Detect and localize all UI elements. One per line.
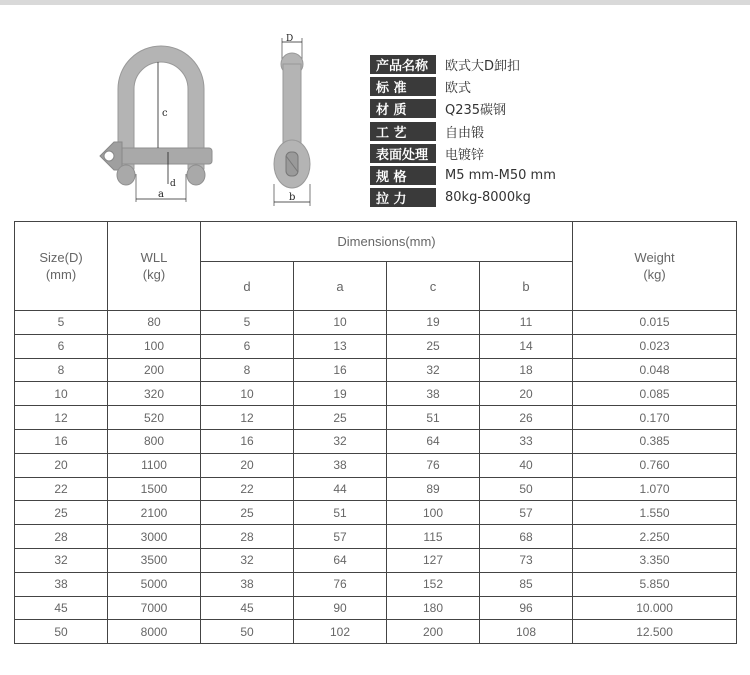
dim-label-D: D — [286, 34, 294, 44]
spec-label: 拉 力 — [370, 188, 436, 207]
table-cell: 19 — [294, 382, 387, 406]
table-cell: 3500 — [108, 548, 201, 572]
table-cell: 50 — [15, 620, 108, 644]
table-cell: 57 — [480, 501, 573, 525]
table-cell: 0.023 — [573, 334, 737, 358]
table-cell: 5 — [201, 311, 294, 335]
table-cell: 16 — [294, 358, 387, 382]
table-row — [15, 406, 737, 430]
table-cell: 6 — [201, 334, 294, 358]
table-cell: 50 — [480, 477, 573, 501]
table-cell: 8 — [201, 358, 294, 382]
spec-value: 80kg-8000kg — [445, 190, 531, 206]
table-cell: 10 — [201, 382, 294, 406]
table-cell: 20 — [15, 453, 108, 477]
table-cell: 8000 — [108, 620, 201, 644]
table-row — [15, 548, 737, 572]
table-cell: 33 — [480, 429, 573, 453]
table-cell: 12 — [201, 406, 294, 430]
dim-label-d: d — [170, 179, 176, 189]
spec-value: 欧式 — [445, 80, 472, 96]
table-cell: 0.048 — [573, 358, 737, 382]
header-dimensions: Dimensions(mm) — [201, 222, 573, 262]
header-size — [15, 222, 108, 311]
table-cell: 32 — [201, 548, 294, 572]
table-cell: 2100 — [108, 501, 201, 525]
spec-row-surface — [370, 142, 590, 164]
header-weight-line1: Weight — [634, 250, 675, 265]
spec-value: 自由锻 — [445, 125, 485, 141]
spec-table — [14, 221, 737, 644]
table-cell: 25 — [387, 334, 480, 358]
table-row — [15, 620, 737, 644]
header-wll — [108, 222, 201, 311]
table-cell: 12 — [15, 406, 108, 430]
spec-label: 材 质 — [370, 99, 436, 118]
spec-label: 表面处理 — [370, 144, 436, 163]
table-row — [15, 358, 737, 382]
table-row — [15, 572, 737, 596]
table-cell: 13 — [294, 334, 387, 358]
table-cell: 45 — [15, 596, 108, 620]
header-a: a — [294, 262, 387, 311]
header-size-line1: Size(D) — [39, 250, 83, 265]
table-cell: 25 — [294, 406, 387, 430]
table-cell: 85 — [480, 572, 573, 596]
table-cell: 51 — [294, 501, 387, 525]
table-cell: 7000 — [108, 596, 201, 620]
table-row — [15, 311, 737, 335]
table-cell: 0.085 — [573, 382, 737, 406]
table-cell: 32 — [387, 358, 480, 382]
table-cell: 20 — [201, 453, 294, 477]
spec-value: M5 mm-M50 mm — [445, 168, 556, 184]
table-cell: 3.350 — [573, 548, 737, 572]
dim-label-a: a — [158, 189, 164, 200]
table-cell: 5 — [15, 311, 108, 335]
table-cell: 90 — [294, 596, 387, 620]
table-cell: 16 — [15, 429, 108, 453]
table-cell: 32 — [294, 429, 387, 453]
table-cell: 22 — [201, 477, 294, 501]
table-cell: 10 — [294, 311, 387, 335]
table-row — [15, 453, 737, 477]
table-cell: 25 — [15, 501, 108, 525]
table-cell: 0.015 — [573, 311, 737, 335]
table-cell: 200 — [108, 358, 201, 382]
table-row — [15, 429, 737, 453]
top-divider — [0, 0, 750, 5]
table-cell: 1500 — [108, 477, 201, 501]
header-c: c — [387, 262, 480, 311]
header-b: b — [480, 262, 573, 311]
table-cell: 200 — [387, 620, 480, 644]
spec-row-tension — [370, 187, 590, 209]
table-cell: 1.550 — [573, 501, 737, 525]
spec-value: Q235碳钢 — [445, 103, 507, 119]
table-cell: 64 — [294, 548, 387, 572]
table-cell: 14 — [480, 334, 573, 358]
table-cell: 51 — [387, 406, 480, 430]
shackle-side-diagram — [262, 34, 322, 209]
header-wll-line2: (kg) — [142, 267, 166, 282]
table-cell: 89 — [387, 477, 480, 501]
table-cell: 1.070 — [573, 477, 737, 501]
table-cell: 11 — [480, 311, 573, 335]
spec-label: 标 准 — [370, 77, 436, 96]
dim-label-b: b — [289, 192, 296, 203]
table-cell: 115 — [387, 525, 480, 549]
table-cell: 44 — [294, 477, 387, 501]
table-cell: 180 — [387, 596, 480, 620]
table-body — [15, 311, 737, 644]
table-cell: 32 — [15, 548, 108, 572]
table-cell: 6 — [15, 334, 108, 358]
table-cell: 0.760 — [573, 453, 737, 477]
table-cell: 38 — [294, 453, 387, 477]
table-cell: 26 — [480, 406, 573, 430]
table-cell: 18 — [480, 358, 573, 382]
table-cell: 320 — [108, 382, 201, 406]
table-cell: 80 — [108, 311, 201, 335]
table-row — [15, 501, 737, 525]
table-cell: 28 — [15, 525, 108, 549]
shackle-pin — [114, 148, 212, 164]
header-wll-line1: WLL — [140, 250, 168, 265]
header-size-line2: (mm) — [45, 267, 77, 282]
table-cell: 68 — [480, 525, 573, 549]
table-cell: 0.170 — [573, 406, 737, 430]
spec-value: 电镀锌 — [445, 147, 485, 163]
table-cell: 10.000 — [573, 596, 737, 620]
table-cell: 57 — [294, 525, 387, 549]
spec-row-size — [370, 164, 590, 186]
table-cell: 520 — [108, 406, 201, 430]
table-cell: 1100 — [108, 453, 201, 477]
table-cell: 73 — [480, 548, 573, 572]
table-cell: 16 — [201, 429, 294, 453]
table-cell: 8 — [15, 358, 108, 382]
table-cell: 10 — [15, 382, 108, 406]
table-row — [15, 382, 737, 406]
table-cell: 96 — [480, 596, 573, 620]
table-cell: 20 — [480, 382, 573, 406]
spec-label: 规 格 — [370, 166, 436, 185]
spec-row-material — [370, 98, 590, 120]
header-weight-line2: (kg) — [643, 267, 666, 282]
table-cell: 12.500 — [573, 620, 737, 644]
table-cell: 76 — [387, 453, 480, 477]
spec-row-process — [370, 120, 590, 142]
header-weight — [573, 222, 737, 311]
table-cell: 25 — [201, 501, 294, 525]
table-cell: 64 — [387, 429, 480, 453]
table-cell: 38 — [15, 572, 108, 596]
table-cell: 108 — [480, 620, 573, 644]
header-d: d — [201, 262, 294, 311]
spec-list — [370, 53, 590, 209]
table-cell: 38 — [387, 382, 480, 406]
table-cell: 28 — [201, 525, 294, 549]
table-cell: 102 — [294, 620, 387, 644]
spec-value: 欧式大D卸扣 — [445, 58, 521, 74]
table-cell: 50 — [201, 620, 294, 644]
table-cell: 5000 — [108, 572, 201, 596]
table-cell: 3000 — [108, 525, 201, 549]
table-row — [15, 334, 737, 358]
table-cell: 127 — [387, 548, 480, 572]
shackle-front-diagram — [96, 44, 226, 209]
table-row — [15, 477, 737, 501]
table-cell: 38 — [201, 572, 294, 596]
table-row — [15, 525, 737, 549]
table-row — [15, 596, 737, 620]
table-cell: 76 — [294, 572, 387, 596]
table-cell: 800 — [108, 429, 201, 453]
spec-row-name — [370, 53, 590, 75]
table-cell: 0.385 — [573, 429, 737, 453]
table-cell: 152 — [387, 572, 480, 596]
spec-label: 产品名称 — [370, 55, 436, 74]
table-cell: 19 — [387, 311, 480, 335]
table-cell: 2.250 — [573, 525, 737, 549]
table-cell: 100 — [387, 501, 480, 525]
table-cell: 100 — [108, 334, 201, 358]
table-cell: 22 — [15, 477, 108, 501]
table-cell: 45 — [201, 596, 294, 620]
table-cell: 5.850 — [573, 572, 737, 596]
spec-row-standard — [370, 75, 590, 97]
table-cell: 40 — [480, 453, 573, 477]
dim-label-c: c — [162, 108, 168, 119]
spec-label: 工 艺 — [370, 122, 436, 141]
